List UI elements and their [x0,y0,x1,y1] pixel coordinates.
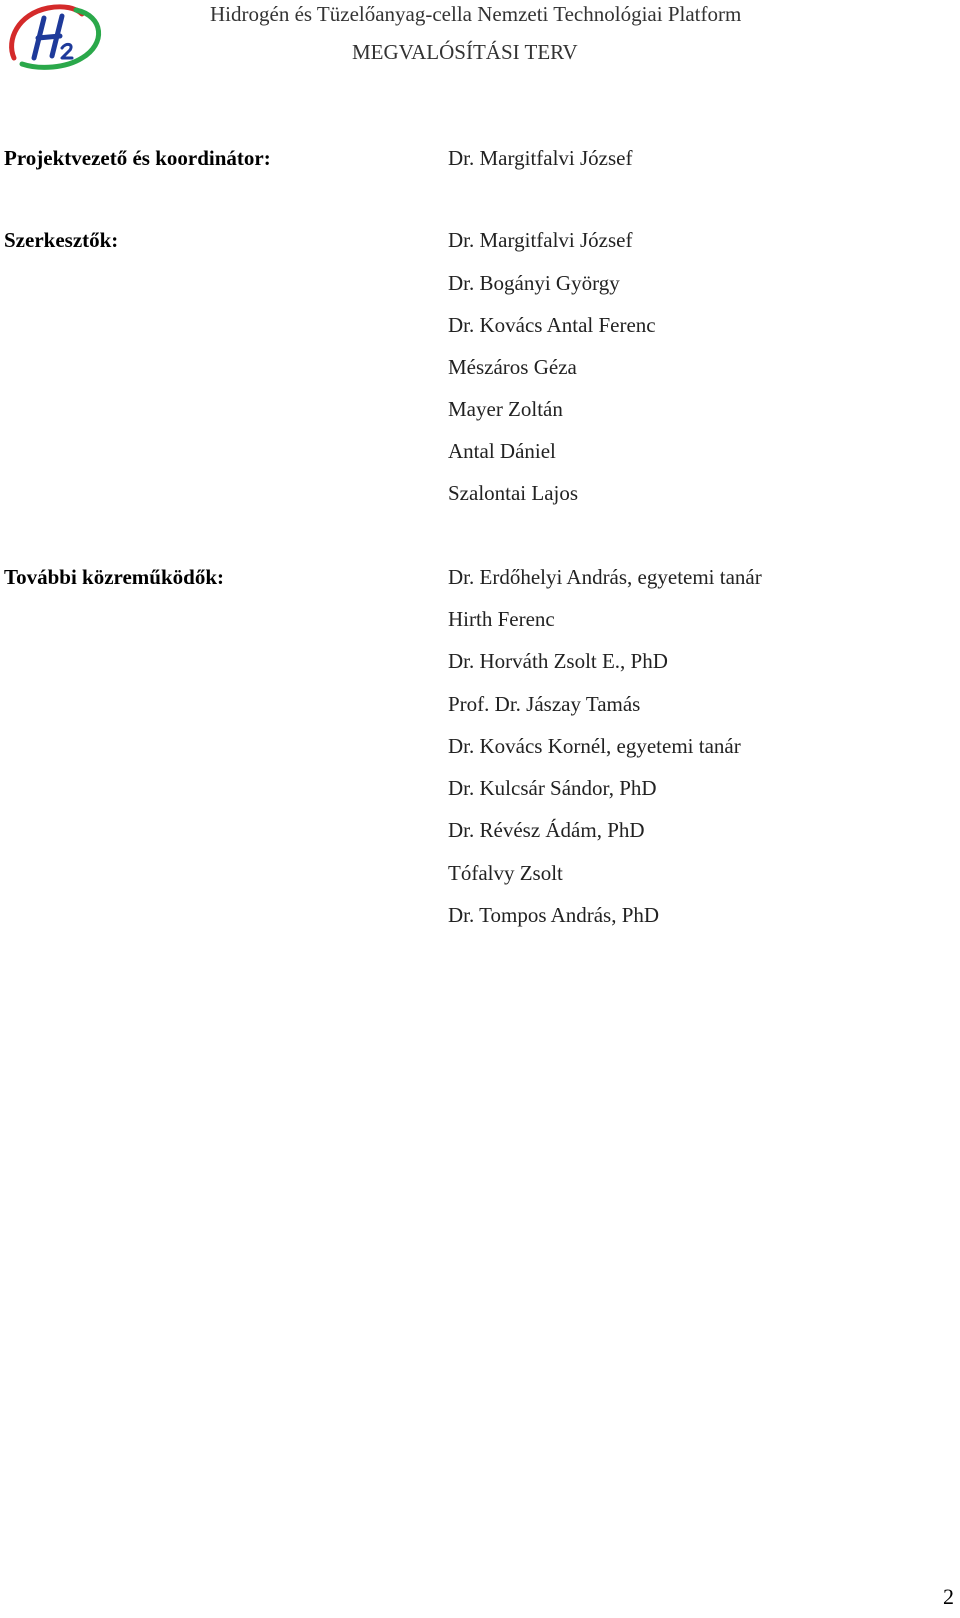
contributor-name: Dr. Tompos András, PhD [448,903,660,927]
h2-logo [4,0,108,78]
editors-label: Szerkesztők: [4,228,119,252]
editor-name: Dr. Bogányi György [448,271,620,295]
contributor-name: Prof. Dr. Jászay Tamás [448,692,641,716]
contributor-name: Tófalvy Zsolt [448,861,563,885]
contributor-name: Dr. Horváth Zsolt E., PhD [448,649,668,673]
contributors-label: További közreműködők: [4,565,224,589]
leader-label: Projektvezető és koordinátor: [4,146,271,170]
editor-name: Dr. Kovács Antal Ferenc [448,313,656,337]
editor-name: Mészáros Géza [448,355,577,379]
page-number: 2 [943,1584,954,1609]
editor-name: Mayer Zoltán [448,397,563,421]
editor-name: Szalontai Lajos [448,481,579,505]
h2-logo-icon [4,0,108,78]
platform-title: Hidrogén és Tüzelőanyag-cella Nemzeti Technológiai Platform [210,2,742,26]
editor-name: Antal Dániel [448,439,556,463]
contributor-name: Hirth Ferenc [448,607,555,631]
editor-name: Dr. Margitfalvi József [448,228,633,252]
leader-name: Dr. Margitfalvi József [448,146,633,170]
contributor-name: Dr. Erdőhelyi András, egyetemi tanár [448,565,762,589]
document-subtitle: MEGVALÓSÍTÁSI TERV [352,40,578,64]
contributor-name: Dr. Révész Ádám, PhD [448,818,645,842]
contributor-name: Dr. Kulcsár Sándor, PhD [448,776,657,800]
contributor-name: Dr. Kovács Kornél, egyetemi tanár [448,734,741,758]
